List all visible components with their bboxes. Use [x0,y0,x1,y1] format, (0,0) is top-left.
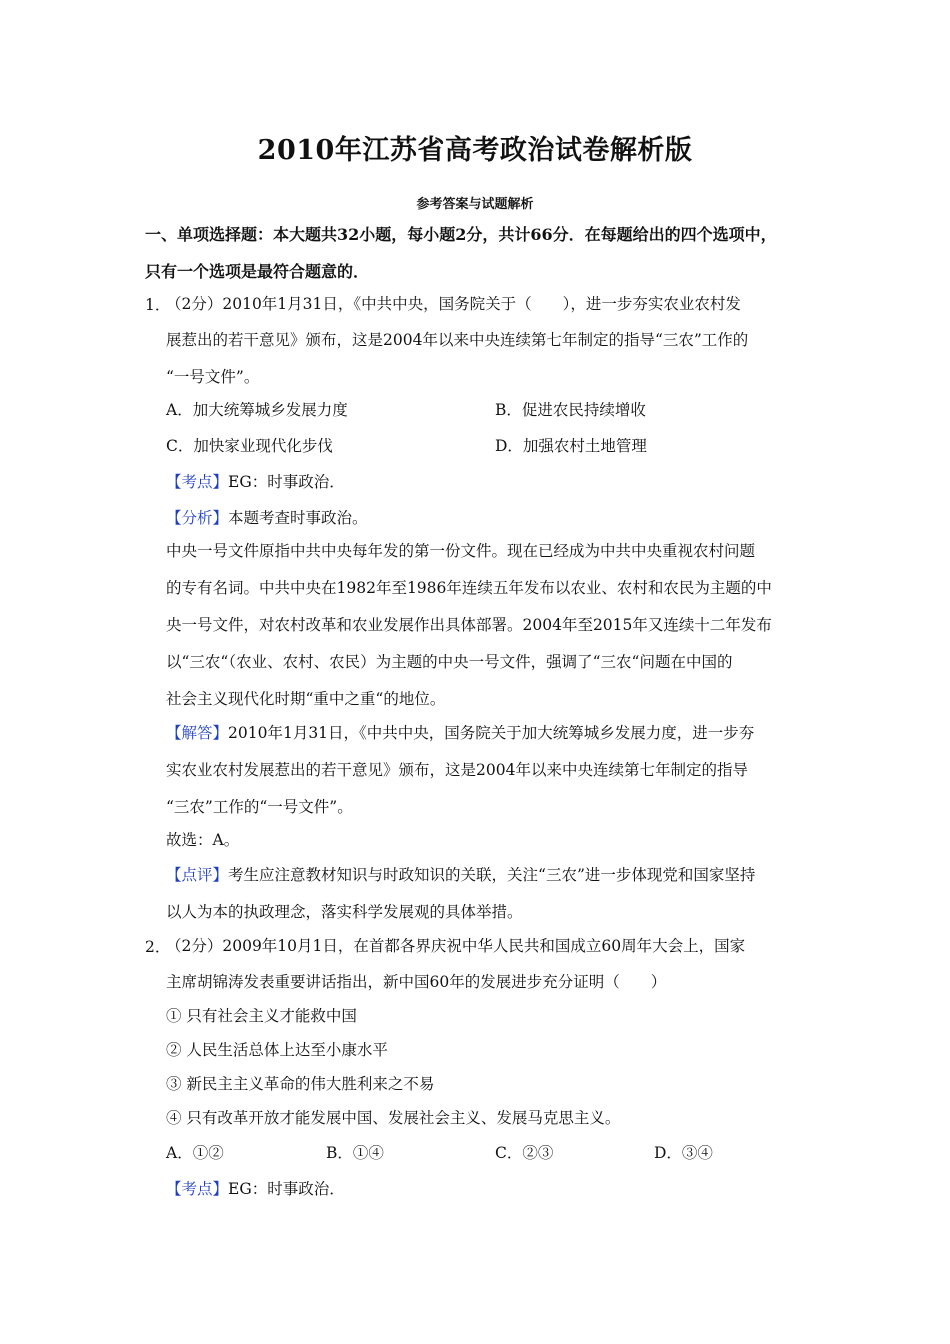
question-1-fenxi-body-line-1: 中央一号文件原指中共中央每年发的第一份文件。现在已经成为中共中央重视农村问题 [166,542,756,560]
section-heading-line-1: 一、单项选择题：本大题共32小题，每小题2分，共计66分．在每题给出的四个选项中， [145,225,777,244]
dianping-text-1: 考生应注意教材知识与时政知识的关联，关注“三农”进一步体现党和国家坚持 [228,866,756,884]
question-1-fenxi [166,507,368,529]
question-2-option-a: A．①② [166,1144,224,1162]
question-1-dianping-line-2: 以人为本的执政理念，落实科学发展观的具体举措。 [166,903,523,921]
question-2-item-4: ④ 只有改革开放才能发展中国、发展社会主义、发展马克思主义。 [166,1109,621,1127]
question-2-kaodian [166,1178,345,1200]
section-heading-line-2: 只有一个选项是最符合题意的． [145,262,370,281]
jieda-tag: 【解答】 [166,724,229,742]
kaodian-text: EG：时事政治． [228,1180,345,1198]
question-2-stem-line-2: 主席胡锦涛发表重要讲话指出，新中国60年的发展进步充分证明（ ） [166,973,667,991]
question-2-item-2: ② 人民生活总体上达至小康水平 [166,1041,388,1059]
question-1-fenxi-body-line-3: 央一号文件，对农村改革和农业发展作出具体部署。2004年至2015年又连续十二年发布 [166,616,772,634]
question-1-option-a: A．加大统筹城乡发展力度 [166,401,348,419]
fenxi-tag: 【分析】 [166,509,229,527]
question-1-fenxi-body-line-4: 以“三农“（农业、农村、农民）为主题的中央一号文件，强调了“三农“问题在中国的 [166,653,733,671]
question-1-jieda-line-1 [166,722,754,744]
dianping-tag: 【点评】 [166,866,229,884]
question-2-number: 2． [145,938,171,956]
question-1-number: 1． [145,296,171,314]
question-1-dianping-line-1 [166,864,755,886]
question-2-item-3: ③ 新民主主义革命的伟大胜利来之不易 [166,1075,435,1093]
question-2-stem-line-1: （2分）2009年10月1日，在首都各界庆祝中华人民共和国成立60周年大会上，国家 [166,937,746,955]
question-1-jieda-line-2: 实农业农村发展惹出的若干意见》颁布，这是2004年以来中央连续第七年制定的指导 [166,761,748,779]
question-2-option-c: C．②③ [495,1144,554,1162]
jieda-text-1: 2010年1月31日，《中共中央，国务院关于加大统筹城乡发展力度，进一步夯 [228,724,755,742]
question-2-option-d: D．③④ [654,1144,713,1162]
fenxi-text: 本题考查时事政治。 [228,509,368,527]
page-subtitle: 参考答案与试题解析 [416,197,534,212]
question-1-fenxi-body-line-2: 的专有名词。中共中央在1982年至1986年连续五年发布以农业、农村和农民为主题的中 [166,579,772,597]
kaodian-tag: 【考点】 [166,473,229,491]
question-1-jieda-line-3: “三农”工作的“一号文件”。 [166,798,353,816]
question-2-option-b: B．①④ [326,1144,384,1162]
question-1-option-d: D．加强农村土地管理 [495,437,647,455]
kaodian-text: EG：时事政治． [228,473,345,491]
question-1-option-b: B．促进农民持续增收 [495,401,646,419]
question-1-option-c: C．加快家业现代化步伐 [166,437,333,455]
question-1-stem-line-1: （2分）2010年1月31日，《中共中央，国务院关于（ ），进一步夯实农业农村发 [166,295,741,313]
question-1-answer: 故选：A。 [166,831,240,849]
kaodian-tag: 【考点】 [166,1180,229,1198]
question-1-stem-line-2: 展惹出的若干意见》颁布，这是2004年以来中央连续第七年制定的指导“三农”工作的 [166,331,749,349]
question-1-stem-line-3: “一号文件”。 [166,368,260,386]
question-1-kaodian [166,471,345,493]
question-1-fenxi-body-line-5: 社会主义现代化时期“重中之重“的地位。 [166,690,446,708]
page-title: 2010年江苏省高考政治试卷解析版 [257,135,693,166]
question-2-item-1: ① 只有社会主义才能救中国 [166,1007,357,1025]
